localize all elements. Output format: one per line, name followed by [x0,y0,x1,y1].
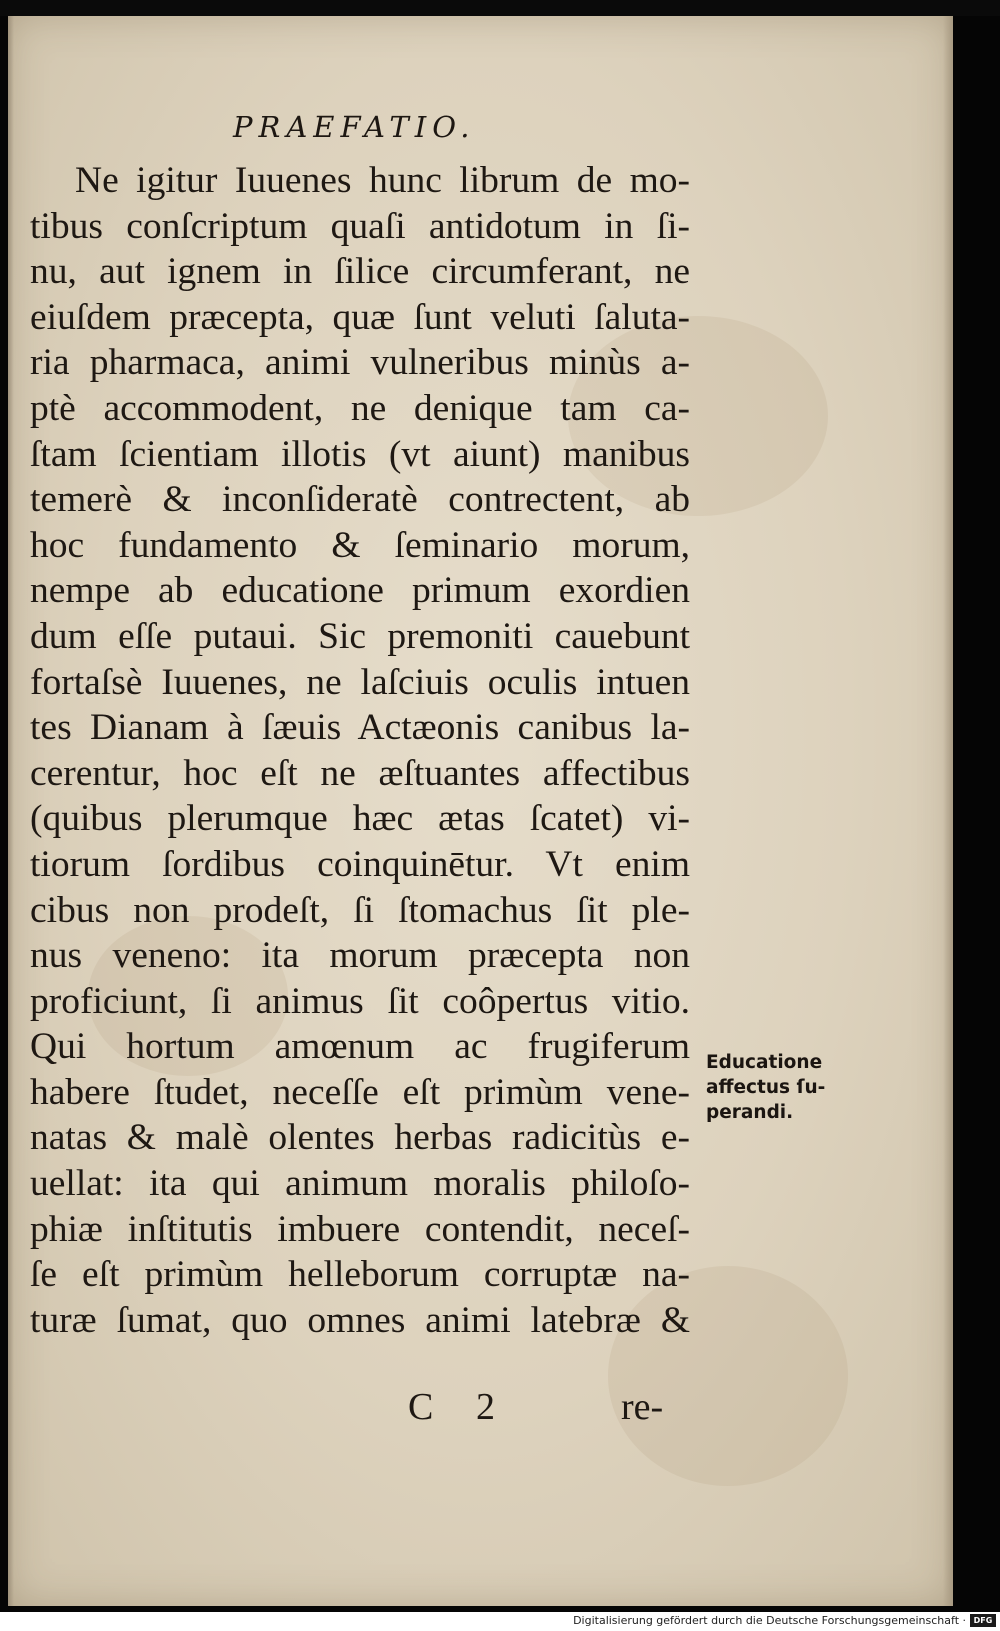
running-head: PRAEFATIO. [233,110,476,144]
text-line: nempe ab educatione primum exordien [30,570,690,612]
marginal-note-line: affectus ſu- [706,1077,826,1098]
catchword: re- [621,1386,664,1428]
text-line: temerè & inconſideratè contrectent, ab [30,479,690,521]
text-line: phiæ inſtitutis imbuere contendit, neceſ- [30,1208,690,1250]
text-line: ſe eſt primùm helleborum corruptæ na- [30,1254,690,1296]
text-line: tiorum ſordibus coinquinētur. Vt enim [30,843,690,885]
text-line: proficiunt, ſi animus ſit coôpertus vitio. [30,980,690,1022]
marginal-note [706,1050,825,1125]
text-line: uellat: ita qui animum moralis philoſo- [30,1163,690,1205]
text-line: natas & malè olentes herbas radicitùs e- [30,1117,690,1159]
signature-line [408,1385,688,1433]
signature-number: 2 [476,1386,495,1428]
funding-credit: Digitalisierung gefördert durch die Deutsche Forschungsgemeinschaft · [573,1614,966,1627]
scan-top-border [0,0,1000,16]
text-line: eiuſdem præcepta, quæ ſunt veluti ſaluta- [30,296,690,338]
dfg-logo: DFG [970,1614,996,1627]
text-line: cibus non prodeſt, ſi ſtomachus ſit ple- [30,889,690,931]
text-line: dum eſſe putaui. Sic premoniti cauebunt [30,615,690,657]
signature-mark: C [408,1386,434,1428]
text-line: tes Dianam à ſæuis Actæonis canibus la- [30,707,690,749]
marginal-note-line: Educatione [706,1052,823,1073]
text-line: fortaſsè Iuuenes, ne laſciuis oculis intuen [30,661,690,703]
text-line: ptè accommodent, ne denique tam ca- [30,387,690,429]
text-line: turæ ſumat, quo omnes animi latebræ & [30,1299,690,1341]
text-line: tibus conſcriptum quaſi antidotum in ſi- [30,205,690,247]
text-line: hoc fundamento & ſeminario morum, [30,524,690,566]
body-text [30,158,690,1343]
text-line: cerentur, hoc eſt ne æſtuantes affectibus [30,752,690,794]
text-line: Qui hortum amœnum ac frugiferum [30,1026,690,1068]
text-line: nu, aut ignem in ſilice circumferant, ne [30,251,690,293]
text-line: ſtam ſcientiam illotis (vt aiunt) manibus [30,433,690,475]
marginal-note-line: perandi. [706,1102,794,1123]
text-line: nus veneno: ita morum præcepta non [30,935,690,977]
digitization-footer [0,1612,1000,1631]
text-line: habere ſtudet, neceſſe eſt primùm vene- [30,1071,690,1113]
text-line: ria pharmaca, animi vulneribus minùs a- [30,342,690,384]
text-line: Ne igitur Iuuenes hunc librum de mo- [75,160,690,201]
text-line: (quibus plerumque hæc ætas ſcatet) vi- [30,798,690,840]
